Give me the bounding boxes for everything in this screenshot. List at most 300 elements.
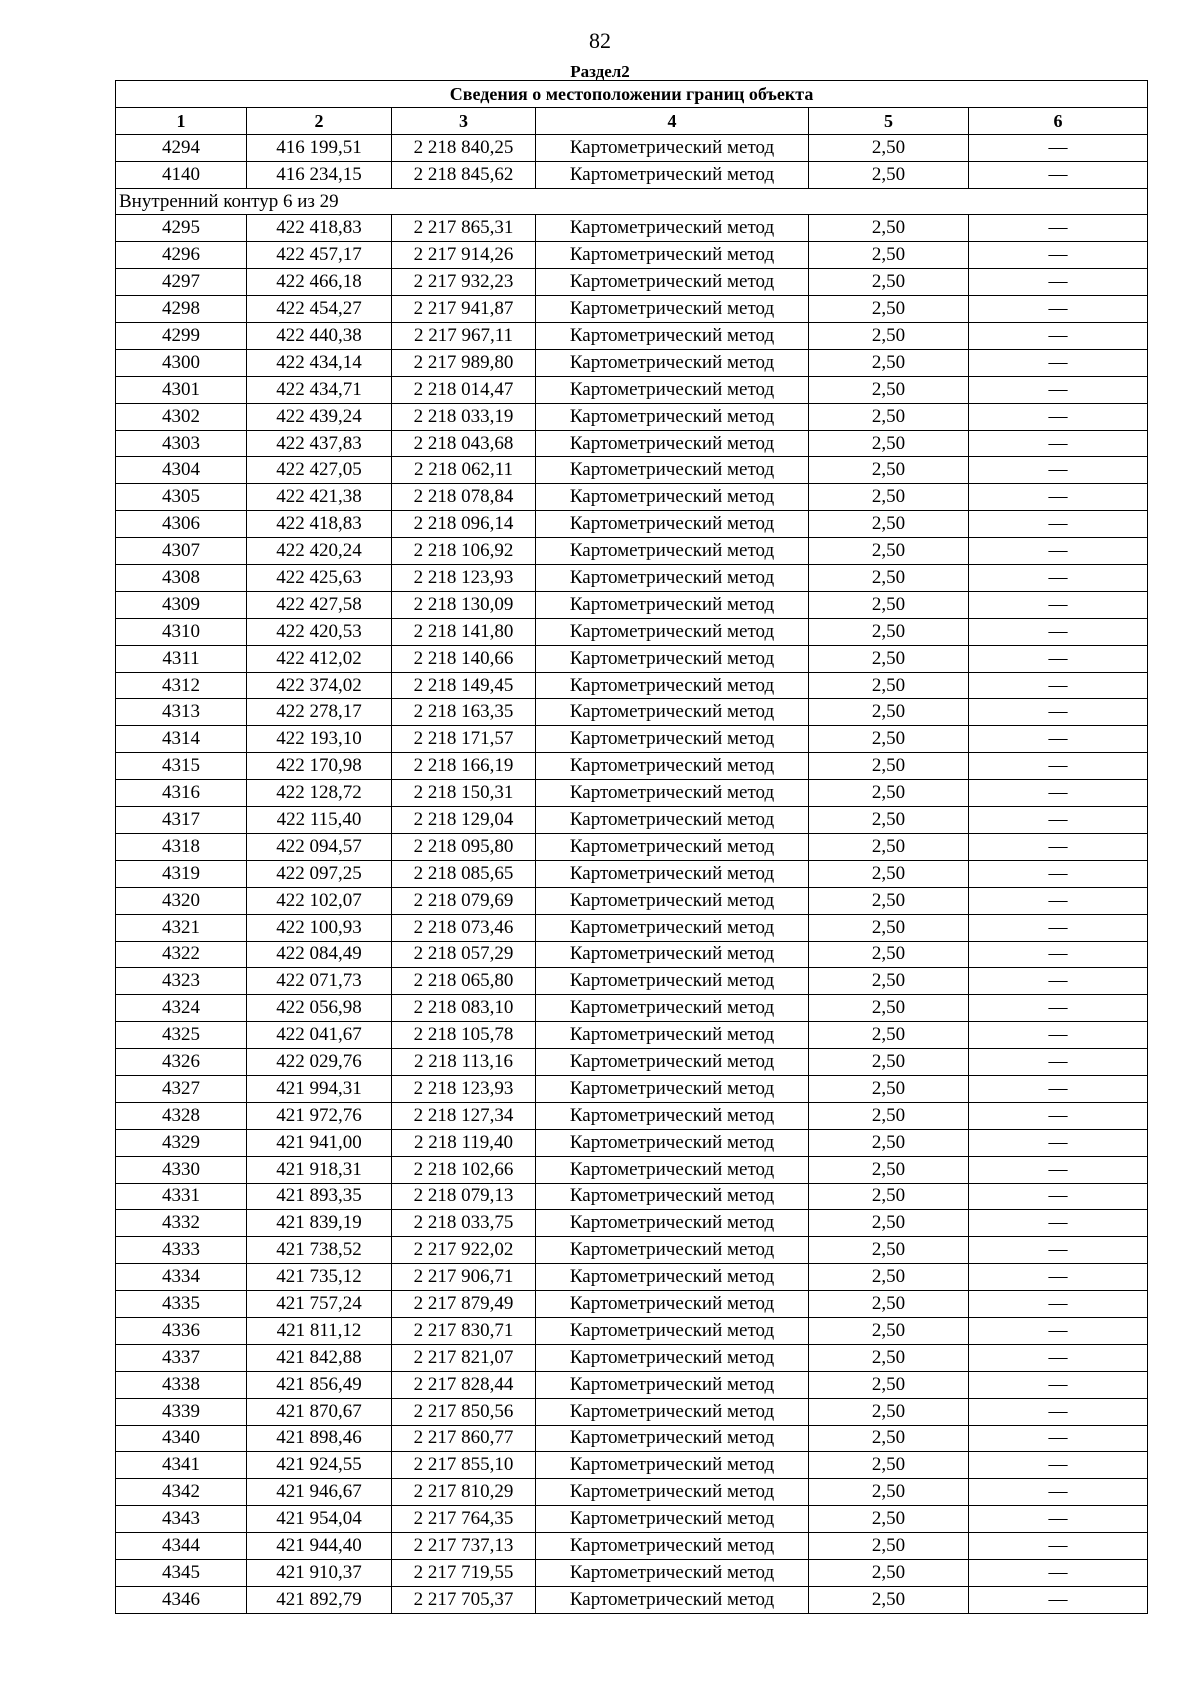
table-cell: 2,50 bbox=[809, 591, 969, 618]
table-cell: — bbox=[969, 753, 1148, 780]
table-cell: 2,50 bbox=[809, 1183, 969, 1210]
table-cell: 2,50 bbox=[809, 1102, 969, 1129]
table-row bbox=[116, 1075, 1148, 1102]
table-cell: 421 924,55 bbox=[247, 1452, 392, 1479]
table-cell: 2,50 bbox=[809, 215, 969, 242]
table-cell: 4298 bbox=[116, 296, 247, 323]
table-cell: Картометрический метод bbox=[536, 376, 809, 403]
table-row bbox=[116, 726, 1148, 753]
table-cell: 2 218 095,80 bbox=[392, 833, 536, 860]
table-cell: 2 217 821,07 bbox=[392, 1344, 536, 1371]
table-cell: Картометрический метод bbox=[536, 484, 809, 511]
table-cell: 2,50 bbox=[809, 1533, 969, 1560]
section-title: Раздел2 bbox=[570, 62, 630, 81]
table-cell: 2 217 914,26 bbox=[392, 242, 536, 269]
table-cell: 2 218 140,66 bbox=[392, 645, 536, 672]
table-cell: Картометрический метод bbox=[536, 1317, 809, 1344]
table-cell: 4328 bbox=[116, 1102, 247, 1129]
table-cell: 4321 bbox=[116, 914, 247, 941]
table-cell: — bbox=[969, 242, 1148, 269]
table-cell: 2,50 bbox=[809, 296, 969, 323]
table-cell: 2 217 855,10 bbox=[392, 1452, 536, 1479]
table-cell: 2,50 bbox=[809, 807, 969, 834]
table-cell: 2 218 014,47 bbox=[392, 376, 536, 403]
table-cell: 2 217 764,35 bbox=[392, 1506, 536, 1533]
table-cell: 4339 bbox=[116, 1398, 247, 1425]
table-cell: 2 218 150,31 bbox=[392, 780, 536, 807]
table-cell: 2,50 bbox=[809, 672, 969, 699]
table-cell: — bbox=[969, 780, 1148, 807]
table-cell: 422 420,53 bbox=[247, 618, 392, 645]
table-cell: 2 217 828,44 bbox=[392, 1371, 536, 1398]
table-cell: 2,50 bbox=[809, 968, 969, 995]
table-cell: 2,50 bbox=[809, 914, 969, 941]
table-cell: — bbox=[969, 726, 1148, 753]
table-cell: 422 425,63 bbox=[247, 565, 392, 592]
table-cell: — bbox=[969, 1075, 1148, 1102]
table-cell: 2,50 bbox=[809, 699, 969, 726]
table-caption-row bbox=[116, 81, 1148, 108]
table-cell: Картометрический метод bbox=[536, 215, 809, 242]
table-cell: — bbox=[969, 1022, 1148, 1049]
table-cell: 421 839,19 bbox=[247, 1210, 392, 1237]
table-cell: 2,50 bbox=[809, 1264, 969, 1291]
table-caption: Сведения о местоположении границ объекта bbox=[116, 81, 1148, 108]
table-cell: 2,50 bbox=[809, 323, 969, 350]
table-cell: 2,50 bbox=[809, 833, 969, 860]
table-cell: 4318 bbox=[116, 833, 247, 860]
table-cell: Картометрический метод bbox=[536, 1479, 809, 1506]
table-cell: — bbox=[969, 1425, 1148, 1452]
table-cell: 422 434,14 bbox=[247, 349, 392, 376]
table-row bbox=[116, 968, 1148, 995]
table-cell: 2 218 083,10 bbox=[392, 995, 536, 1022]
table-cell: — bbox=[969, 215, 1148, 242]
table-cell: 4337 bbox=[116, 1344, 247, 1371]
table-row bbox=[116, 699, 1148, 726]
table-cell: — bbox=[969, 1317, 1148, 1344]
table-row bbox=[116, 1398, 1148, 1425]
table-cell: 2,50 bbox=[809, 1156, 969, 1183]
table-row bbox=[116, 1049, 1148, 1076]
table-cell: 421 944,40 bbox=[247, 1533, 392, 1560]
table-cell: 2,50 bbox=[809, 618, 969, 645]
table-cell: — bbox=[969, 591, 1148, 618]
table-row bbox=[116, 269, 1148, 296]
table-cell: 4317 bbox=[116, 807, 247, 834]
table-row bbox=[116, 591, 1148, 618]
table-cell: — bbox=[969, 1452, 1148, 1479]
table-cell: 2 218 166,19 bbox=[392, 753, 536, 780]
table-row bbox=[116, 807, 1148, 834]
table-cell: — bbox=[969, 511, 1148, 538]
table-cell: 421 738,52 bbox=[247, 1237, 392, 1264]
table-row bbox=[116, 1264, 1148, 1291]
table-cell: 4335 bbox=[116, 1291, 247, 1318]
table-cell: 2,50 bbox=[809, 1479, 969, 1506]
table-cell: 421 918,31 bbox=[247, 1156, 392, 1183]
table-cell: 2 217 906,71 bbox=[392, 1264, 536, 1291]
column-header: 6 bbox=[969, 107, 1148, 134]
table-row bbox=[116, 1291, 1148, 1318]
table-cell: 4296 bbox=[116, 242, 247, 269]
table-cell: 2 218 043,68 bbox=[392, 430, 536, 457]
table-cell: 421 898,46 bbox=[247, 1425, 392, 1452]
table-row bbox=[116, 941, 1148, 968]
table-cell: 4308 bbox=[116, 565, 247, 592]
table-cell: — bbox=[969, 565, 1148, 592]
table-cell: 4307 bbox=[116, 538, 247, 565]
table-cell: 4295 bbox=[116, 215, 247, 242]
table-cell: Картометрический метод bbox=[536, 833, 809, 860]
table-cell: — bbox=[969, 1559, 1148, 1586]
table-cell: 2 218 096,14 bbox=[392, 511, 536, 538]
table-row bbox=[116, 1452, 1148, 1479]
table-body-after bbox=[116, 215, 1148, 1613]
table-row bbox=[116, 242, 1148, 269]
table-cell: 422 097,25 bbox=[247, 860, 392, 887]
table-cell: — bbox=[969, 833, 1148, 860]
table-cell: 2 218 073,46 bbox=[392, 914, 536, 941]
column-header: 5 bbox=[809, 107, 969, 134]
table-cell: 2 217 922,02 bbox=[392, 1237, 536, 1264]
table-cell: 2,50 bbox=[809, 1559, 969, 1586]
table-row bbox=[116, 161, 1148, 188]
table-cell: 2 218 171,57 bbox=[392, 726, 536, 753]
table-row bbox=[116, 296, 1148, 323]
table-cell: 421 870,67 bbox=[247, 1398, 392, 1425]
table-cell: 422 374,02 bbox=[247, 672, 392, 699]
table-cell: Картометрический метод bbox=[536, 1586, 809, 1613]
table-cell: 2,50 bbox=[809, 269, 969, 296]
table-cell: 4294 bbox=[116, 134, 247, 161]
table-cell: 2 217 989,80 bbox=[392, 349, 536, 376]
table-cell: — bbox=[969, 1156, 1148, 1183]
table-row bbox=[116, 430, 1148, 457]
table-row bbox=[116, 1237, 1148, 1264]
table-cell: 422 193,10 bbox=[247, 726, 392, 753]
table-row bbox=[116, 645, 1148, 672]
table-row bbox=[116, 1506, 1148, 1533]
table-cell: 2 218 113,16 bbox=[392, 1049, 536, 1076]
table-cell: 2,50 bbox=[809, 242, 969, 269]
table-cell: — bbox=[969, 1183, 1148, 1210]
table-row bbox=[116, 376, 1148, 403]
table-cell: 2 218 130,09 bbox=[392, 591, 536, 618]
table-cell: 4338 bbox=[116, 1371, 247, 1398]
contour-row bbox=[116, 188, 1148, 215]
table-cell: 2 218 149,45 bbox=[392, 672, 536, 699]
table-cell: 422 434,71 bbox=[247, 376, 392, 403]
table-cell: 2 217 967,11 bbox=[392, 323, 536, 350]
table-cell: 421 954,04 bbox=[247, 1506, 392, 1533]
table-cell: 422 094,57 bbox=[247, 833, 392, 860]
table-cell: — bbox=[969, 1264, 1148, 1291]
table-cell: 2 218 840,25 bbox=[392, 134, 536, 161]
table-cell: — bbox=[969, 618, 1148, 645]
table-cell: 422 084,49 bbox=[247, 941, 392, 968]
table-cell: 4346 bbox=[116, 1586, 247, 1613]
table-row bbox=[116, 1210, 1148, 1237]
table-cell: 422 427,58 bbox=[247, 591, 392, 618]
table-cell: — bbox=[969, 941, 1148, 968]
table-row bbox=[116, 538, 1148, 565]
table-cell: Картометрический метод bbox=[536, 1183, 809, 1210]
table-cell: — bbox=[969, 860, 1148, 887]
table-cell: 421 941,00 bbox=[247, 1129, 392, 1156]
table-cell: Картометрический метод bbox=[536, 134, 809, 161]
table-cell: — bbox=[969, 430, 1148, 457]
table-cell: 416 234,15 bbox=[247, 161, 392, 188]
table-cell: 422 466,18 bbox=[247, 269, 392, 296]
table-cell: 2 218 141,80 bbox=[392, 618, 536, 645]
table-cell: 2 217 932,23 bbox=[392, 269, 536, 296]
table-cell: 422 029,76 bbox=[247, 1049, 392, 1076]
table-cell: 422 170,98 bbox=[247, 753, 392, 780]
table-row bbox=[116, 914, 1148, 941]
table-cell: Картометрический метод bbox=[536, 941, 809, 968]
table-cell: — bbox=[969, 1371, 1148, 1398]
table-cell: 422 115,40 bbox=[247, 807, 392, 834]
table-cell: — bbox=[969, 1102, 1148, 1129]
table-cell: 4302 bbox=[116, 403, 247, 430]
column-header: 3 bbox=[392, 107, 536, 134]
table-cell: Картометрический метод bbox=[536, 1049, 809, 1076]
table-cell: Картометрический метод bbox=[536, 1022, 809, 1049]
table-cell: 4342 bbox=[116, 1479, 247, 1506]
table-cell: 4315 bbox=[116, 753, 247, 780]
table-cell: — bbox=[969, 645, 1148, 672]
table-row bbox=[116, 1183, 1148, 1210]
table-cell: — bbox=[969, 699, 1148, 726]
table-cell: Картометрический метод bbox=[536, 242, 809, 269]
table-row bbox=[116, 887, 1148, 914]
table-cell: 4305 bbox=[116, 484, 247, 511]
table-cell: 4345 bbox=[116, 1559, 247, 1586]
table-cell: 422 278,17 bbox=[247, 699, 392, 726]
table-cell: 422 056,98 bbox=[247, 995, 392, 1022]
table-cell: Картометрический метод bbox=[536, 161, 809, 188]
table-cell: 2 218 123,93 bbox=[392, 1075, 536, 1102]
table-cell: 4306 bbox=[116, 511, 247, 538]
table-row bbox=[116, 1425, 1148, 1452]
table-cell: Картометрический метод bbox=[536, 269, 809, 296]
table-cell: Картометрический метод bbox=[536, 807, 809, 834]
table-row bbox=[116, 1479, 1148, 1506]
table-cell: Картометрический метод bbox=[536, 1291, 809, 1318]
table-cell: 4301 bbox=[116, 376, 247, 403]
table-row bbox=[116, 403, 1148, 430]
table-header-row bbox=[116, 107, 1148, 134]
table-cell: 4322 bbox=[116, 941, 247, 968]
table-cell: 2 218 127,34 bbox=[392, 1102, 536, 1129]
table-cell: Картометрический метод bbox=[536, 538, 809, 565]
table-cell: Картометрический метод bbox=[536, 1398, 809, 1425]
table-cell: — bbox=[969, 349, 1148, 376]
table-cell: 2,50 bbox=[809, 887, 969, 914]
table-cell: 4300 bbox=[116, 349, 247, 376]
table-cell: 4323 bbox=[116, 968, 247, 995]
table-cell: 422 412,02 bbox=[247, 645, 392, 672]
table-cell: Картометрический метод bbox=[536, 1506, 809, 1533]
table-cell: Картометрический метод bbox=[536, 1102, 809, 1129]
table-row bbox=[116, 565, 1148, 592]
table-cell: Картометрический метод bbox=[536, 1533, 809, 1560]
table-cell: 4309 bbox=[116, 591, 247, 618]
table-cell: — bbox=[969, 376, 1148, 403]
table-cell: — bbox=[969, 968, 1148, 995]
table-cell: 2 218 085,65 bbox=[392, 860, 536, 887]
table-cell: 2 218 065,80 bbox=[392, 968, 536, 995]
table-cell: 422 439,24 bbox=[247, 403, 392, 430]
table-cell: 2 217 941,87 bbox=[392, 296, 536, 323]
table-row bbox=[116, 1129, 1148, 1156]
table-cell: 2,50 bbox=[809, 1344, 969, 1371]
table-cell: 422 437,83 bbox=[247, 430, 392, 457]
table-cell: 2,50 bbox=[809, 1371, 969, 1398]
table-cell: Картометрический метод bbox=[536, 323, 809, 350]
table-cell: Картометрический метод bbox=[536, 699, 809, 726]
table-cell: 4319 bbox=[116, 860, 247, 887]
table-cell: Картометрический метод bbox=[536, 430, 809, 457]
table-cell: 421 994,31 bbox=[247, 1075, 392, 1102]
column-header: 1 bbox=[116, 107, 247, 134]
column-header: 4 bbox=[536, 107, 809, 134]
table-cell: Картометрический метод bbox=[536, 914, 809, 941]
table-cell: 2 218 119,40 bbox=[392, 1129, 536, 1156]
table-cell: 2,50 bbox=[809, 1210, 969, 1237]
table-cell: — bbox=[969, 1237, 1148, 1264]
table-cell: 2,50 bbox=[809, 645, 969, 672]
table-cell: 4336 bbox=[116, 1317, 247, 1344]
table-cell: 4140 bbox=[116, 161, 247, 188]
table-cell: 2,50 bbox=[809, 860, 969, 887]
table-cell: 2,50 bbox=[809, 1398, 969, 1425]
table-cell: 2,50 bbox=[809, 430, 969, 457]
table-cell: — bbox=[969, 1506, 1148, 1533]
table-cell: 2,50 bbox=[809, 1129, 969, 1156]
table-cell: 2,50 bbox=[809, 1506, 969, 1533]
table-cell: 4344 bbox=[116, 1533, 247, 1560]
table-body-before bbox=[116, 134, 1148, 188]
table-cell: 2,50 bbox=[809, 484, 969, 511]
table-cell: Картометрический метод bbox=[536, 457, 809, 484]
table-cell: 2 218 106,92 bbox=[392, 538, 536, 565]
table-cell: — bbox=[969, 995, 1148, 1022]
table-cell: 421 856,49 bbox=[247, 1371, 392, 1398]
table-row bbox=[116, 1022, 1148, 1049]
table-row bbox=[116, 323, 1148, 350]
table-cell: 2,50 bbox=[809, 403, 969, 430]
table-cell: 2,50 bbox=[809, 1452, 969, 1479]
table-cell: 4341 bbox=[116, 1452, 247, 1479]
table-cell: 4343 bbox=[116, 1506, 247, 1533]
table-cell: 4313 bbox=[116, 699, 247, 726]
table-cell: Картометрический метод bbox=[536, 672, 809, 699]
table-cell: — bbox=[969, 1129, 1148, 1156]
contour-section bbox=[116, 188, 1148, 215]
table-cell: 422 128,72 bbox=[247, 780, 392, 807]
table-cell: 2,50 bbox=[809, 1317, 969, 1344]
table-cell: 2 218 079,69 bbox=[392, 887, 536, 914]
table-cell: 422 420,24 bbox=[247, 538, 392, 565]
table-cell: — bbox=[969, 161, 1148, 188]
table-cell: 2 218 078,84 bbox=[392, 484, 536, 511]
table-cell: 421 757,24 bbox=[247, 1291, 392, 1318]
table-cell: — bbox=[969, 457, 1148, 484]
table-cell: 421 811,12 bbox=[247, 1317, 392, 1344]
table-cell: 2,50 bbox=[809, 1586, 969, 1613]
table-cell: 4316 bbox=[116, 780, 247, 807]
table-cell: 4325 bbox=[116, 1022, 247, 1049]
table-cell: 2,50 bbox=[809, 780, 969, 807]
table-cell: Картометрический метод bbox=[536, 995, 809, 1022]
table-cell: 422 071,73 bbox=[247, 968, 392, 995]
table-cell: 421 892,79 bbox=[247, 1586, 392, 1613]
table-row bbox=[116, 753, 1148, 780]
table-cell: — bbox=[969, 269, 1148, 296]
table-cell: Картометрический метод bbox=[536, 860, 809, 887]
table-cell: 421 946,67 bbox=[247, 1479, 392, 1506]
table-cell: 4320 bbox=[116, 887, 247, 914]
table-row bbox=[116, 1156, 1148, 1183]
table-cell: 4331 bbox=[116, 1183, 247, 1210]
coordinates-table bbox=[115, 80, 1148, 1614]
table-row bbox=[116, 860, 1148, 887]
table-cell: 2 217 865,31 bbox=[392, 215, 536, 242]
contour-label: Внутренний контур 6 из 29 bbox=[116, 188, 1148, 215]
table-cell: 2 217 860,77 bbox=[392, 1425, 536, 1452]
table-cell: 2,50 bbox=[809, 1291, 969, 1318]
table-cell: Картометрический метод bbox=[536, 887, 809, 914]
table-cell: 2 218 129,04 bbox=[392, 807, 536, 834]
table-cell: 2,50 bbox=[809, 1049, 969, 1076]
table-cell: 421 893,35 bbox=[247, 1183, 392, 1210]
table-cell: 4327 bbox=[116, 1075, 247, 1102]
table-cell: — bbox=[969, 914, 1148, 941]
table-cell: Картометрический метод bbox=[536, 1344, 809, 1371]
table-cell: — bbox=[969, 1586, 1148, 1613]
table-cell: 2 218 033,19 bbox=[392, 403, 536, 430]
table-cell: 422 454,27 bbox=[247, 296, 392, 323]
table-row bbox=[116, 1559, 1148, 1586]
table-cell: 4314 bbox=[116, 726, 247, 753]
table-cell: Картометрический метод bbox=[536, 296, 809, 323]
table-cell: — bbox=[969, 672, 1148, 699]
table-cell: 2 217 705,37 bbox=[392, 1586, 536, 1613]
table-cell: Картометрический метод bbox=[536, 1156, 809, 1183]
table-cell: Картометрический метод bbox=[536, 1371, 809, 1398]
table-row bbox=[116, 1102, 1148, 1129]
table-row bbox=[116, 1371, 1148, 1398]
table-row bbox=[116, 457, 1148, 484]
table-cell: 2 217 719,55 bbox=[392, 1559, 536, 1586]
table-cell: 2 218 102,66 bbox=[392, 1156, 536, 1183]
table-cell: 422 421,38 bbox=[247, 484, 392, 511]
table-cell: Картометрический метод bbox=[536, 1452, 809, 1479]
table-row bbox=[116, 780, 1148, 807]
table-cell: Картометрический метод bbox=[536, 618, 809, 645]
table-cell: 4332 bbox=[116, 1210, 247, 1237]
table-cell: 4333 bbox=[116, 1237, 247, 1264]
table-cell: 2 218 123,93 bbox=[392, 565, 536, 592]
table-cell: 422 418,83 bbox=[247, 215, 392, 242]
table-cell: Картометрический метод bbox=[536, 1075, 809, 1102]
table-cell: 2,50 bbox=[809, 726, 969, 753]
table-cell: 4310 bbox=[116, 618, 247, 645]
table-cell: 2,50 bbox=[809, 1022, 969, 1049]
table-cell: 2 218 105,78 bbox=[392, 1022, 536, 1049]
